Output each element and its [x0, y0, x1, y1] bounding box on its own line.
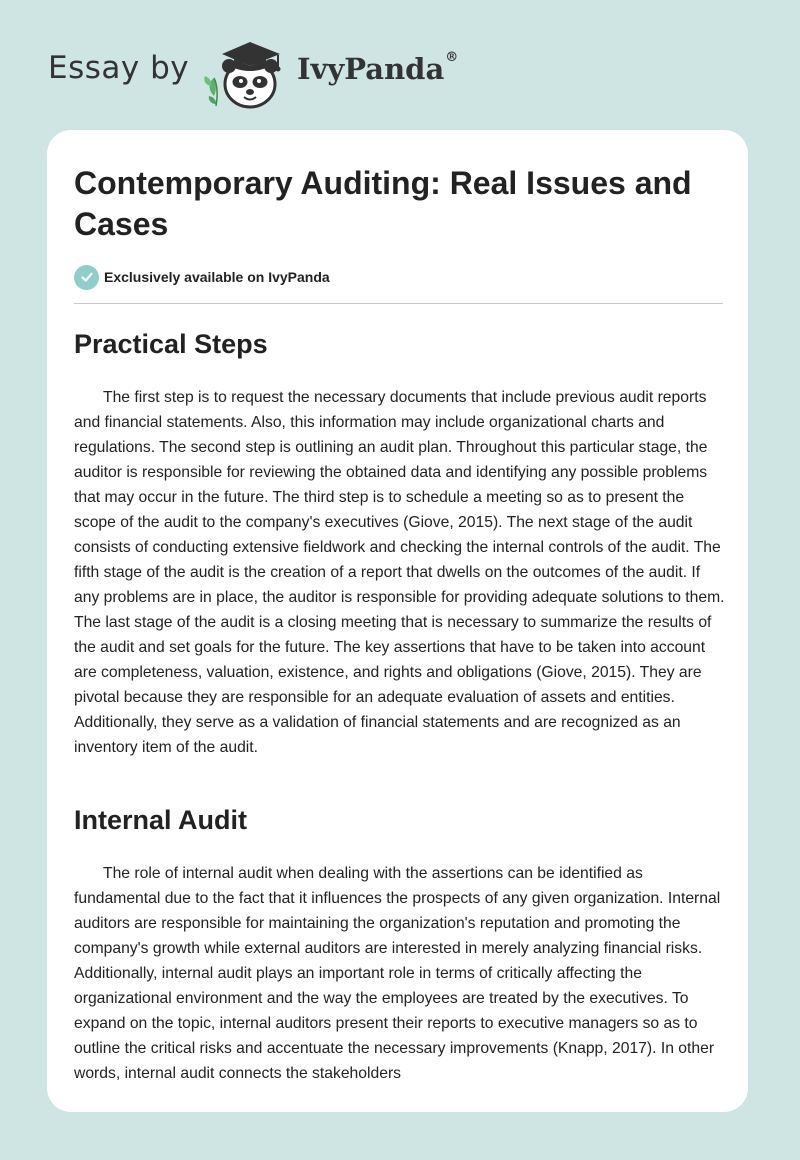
brand-logo[interactable] [297, 52, 458, 86]
section-paragraph-internal-audit: The role of internal audit when dealing with the assertions can be identified as fundamental due to the fact that it influences the prospects of any given organization. Internal auditors are responsible for maintaining the organization's reputation and promoting the company's growth while external auditors are interested in merely analyzing financial risks. Additionally, internal audit plays an important role in terms of critically affecting the organizational environment and the way the employees are treated by the executives. To expand on the topic, internal auditors present their reports to executive managers so as to outline the critical risks and accentuate the necessary improvements (Knapp, 2017). In other words, internal audit connects the stakeholders [74, 865, 721, 1082]
check-icon [74, 265, 99, 290]
divider [74, 303, 723, 304]
panda-graduate-logo-icon[interactable] [200, 38, 292, 110]
registered-mark: ® [445, 50, 459, 65]
brand-name: IvyPanda [297, 52, 445, 86]
site-header [0, 0, 800, 130]
page-title: Contemporary Auditing: Real Issues and Cases [74, 165, 692, 242]
essay-by-label: Essay by [48, 50, 190, 86]
section-heading-internal-audit: Internal Audit [74, 805, 247, 835]
section-heading-practical-steps: Practical Steps [74, 329, 268, 359]
exclusive-badge [74, 264, 330, 290]
section-paragraph-practical-steps: The first step is to request the necessary documents that include previous audit reports and financial statements. Also, this information may include organizational charts and regulations. The second step is outlining an audit plan. Throughout this particular stage, the auditor is responsible for reviewing the obtained data and identifying any possible problems that may occur in the future. The third step is to schedule a meeting so as to present the scope of the audit to the company's executives (Giove, 2015). The next stage of the audit consists of conducting extensive fieldwork and checking the internal controls of the audit. The fifth stage of the audit is the creation of a report that dwells on the outcomes of the audit. If any problems are in place, the auditor is responsible for providing adequate solutions to them. The last stage of the audit is a closing meeting that is necessary to summarize the results of the audit and set goals for the future. The key assertions that have to be taken into account are completeness, valuation, existence, and rights and obligations (Giove, 2015). They are pivotal because they are responsible for an adequate evaluation of assets and entities. Additionally, they serve as a validation of financial statements and are recognized as an inventory item of the audit. [74, 389, 725, 756]
article-card [47, 130, 748, 1112]
exclusive-badge-text: Exclusively available on IvyPanda [104, 269, 330, 285]
